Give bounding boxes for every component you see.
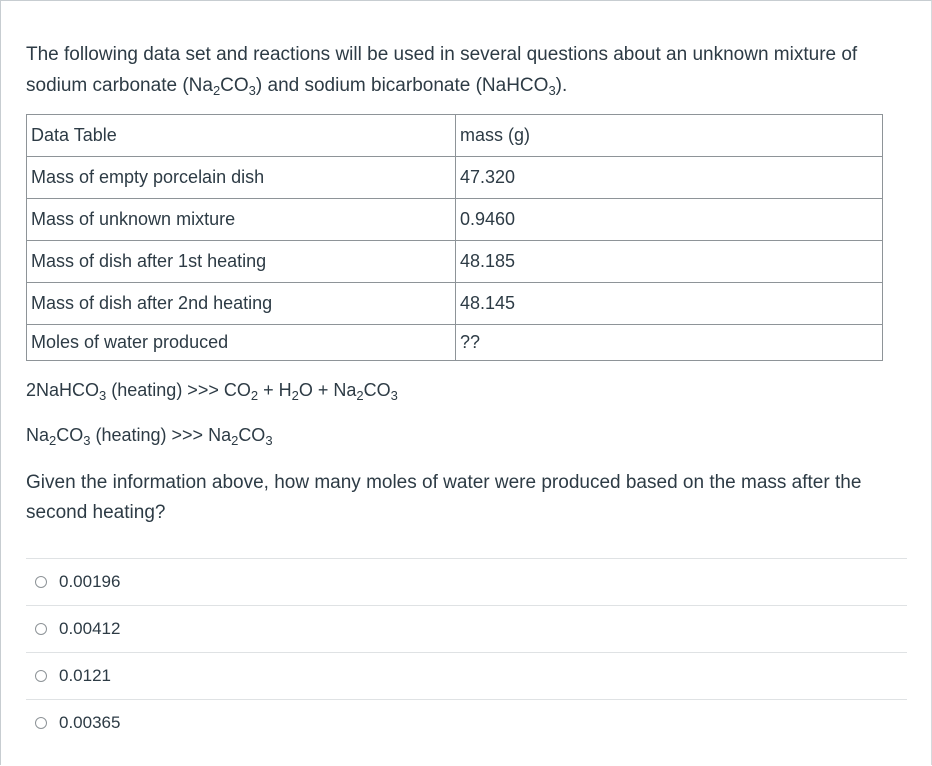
equation-part: Na <box>26 425 50 445</box>
question-text: Given the information above, how many moles of water were produced based on the mass after the second heating? <box>26 472 862 523</box>
reaction-equation-1 <box>26 380 398 401</box>
equation-subscript: 3 <box>265 433 273 448</box>
intro-text-part: ) and sodium bicarbonate (NaHCO <box>255 75 549 96</box>
data-table <box>26 114 883 361</box>
table-row <box>27 157 883 199</box>
answer-option[interactable] <box>26 558 907 605</box>
table-cell-label: Mass of dish after 2nd heating <box>27 283 456 325</box>
equation-part: (heating) >>> CO <box>106 380 251 400</box>
radio-button[interactable] <box>35 576 47 588</box>
equation-subscript: 3 <box>83 433 91 448</box>
answer-label[interactable]: 0.0121 <box>59 666 111 685</box>
equation-subscript: 3 <box>99 388 107 403</box>
table-cell-label: Mass of empty porcelain dish <box>27 157 456 199</box>
equation-part: (heating) >>> Na <box>90 425 232 445</box>
equation-subscript: 2 <box>231 433 239 448</box>
equation-subscript: 2 <box>291 388 299 403</box>
radio-button[interactable] <box>35 623 47 635</box>
table-cell-value: ?? <box>456 325 883 361</box>
table-cell-value: 47.320 <box>456 157 883 199</box>
intro-subscript: 2 <box>212 83 221 98</box>
table-cell-value: 48.145 <box>456 283 883 325</box>
table-cell-label: Moles of water produced <box>27 325 456 361</box>
intro-text-part: ). <box>555 75 568 96</box>
intro-subscript: 3 <box>548 83 556 98</box>
equation-part: CO <box>238 425 266 445</box>
table-header-row <box>27 115 883 157</box>
intro-subscript: 3 <box>248 83 256 98</box>
radio-button[interactable] <box>35 717 47 729</box>
answer-option[interactable] <box>26 605 907 652</box>
equation-subscript: 2 <box>49 433 57 448</box>
equation-part: CO <box>56 425 84 445</box>
radio-button[interactable] <box>35 670 47 682</box>
equation-part: 2NaHCO <box>26 380 100 400</box>
answer-option[interactable] <box>26 652 907 699</box>
answer-label[interactable]: 0.00412 <box>59 619 121 638</box>
table-cell-label: Mass of dish after 1st heating <box>27 241 456 283</box>
equation-part: CO <box>363 380 391 400</box>
answer-list <box>26 558 907 746</box>
intro-text-part: CO <box>220 75 249 96</box>
equation-part: O + Na <box>298 380 357 400</box>
intro-line-2 <box>26 75 567 96</box>
intro-line-1: The following data set and reactions will be used in several questions about an unknown mixture of <box>26 44 858 65</box>
table-cell-value: 0.9460 <box>456 199 883 241</box>
answer-option[interactable] <box>26 699 907 746</box>
table-cell-value: 48.185 <box>456 241 883 283</box>
intro-text <box>26 39 906 101</box>
reaction-equation-2 <box>26 425 273 446</box>
equation-subscript: 2 <box>250 388 259 403</box>
equation-subscript: 3 <box>390 388 398 403</box>
table-header-value: mass (g) <box>456 115 883 157</box>
equation-part: + H <box>258 380 292 400</box>
equation-subscript: 2 <box>356 388 364 403</box>
table-header-label: Data Table <box>27 115 456 157</box>
table-cell-label: Mass of unknown mixture <box>27 199 456 241</box>
answer-label[interactable]: 0.00196 <box>59 572 121 591</box>
intro-text-part: sodium carbonate (Na <box>26 75 213 96</box>
table-row <box>27 241 883 283</box>
table-row <box>27 199 883 241</box>
table-row <box>27 283 883 325</box>
answer-label[interactable]: 0.00365 <box>59 713 121 732</box>
table-row <box>27 325 883 361</box>
